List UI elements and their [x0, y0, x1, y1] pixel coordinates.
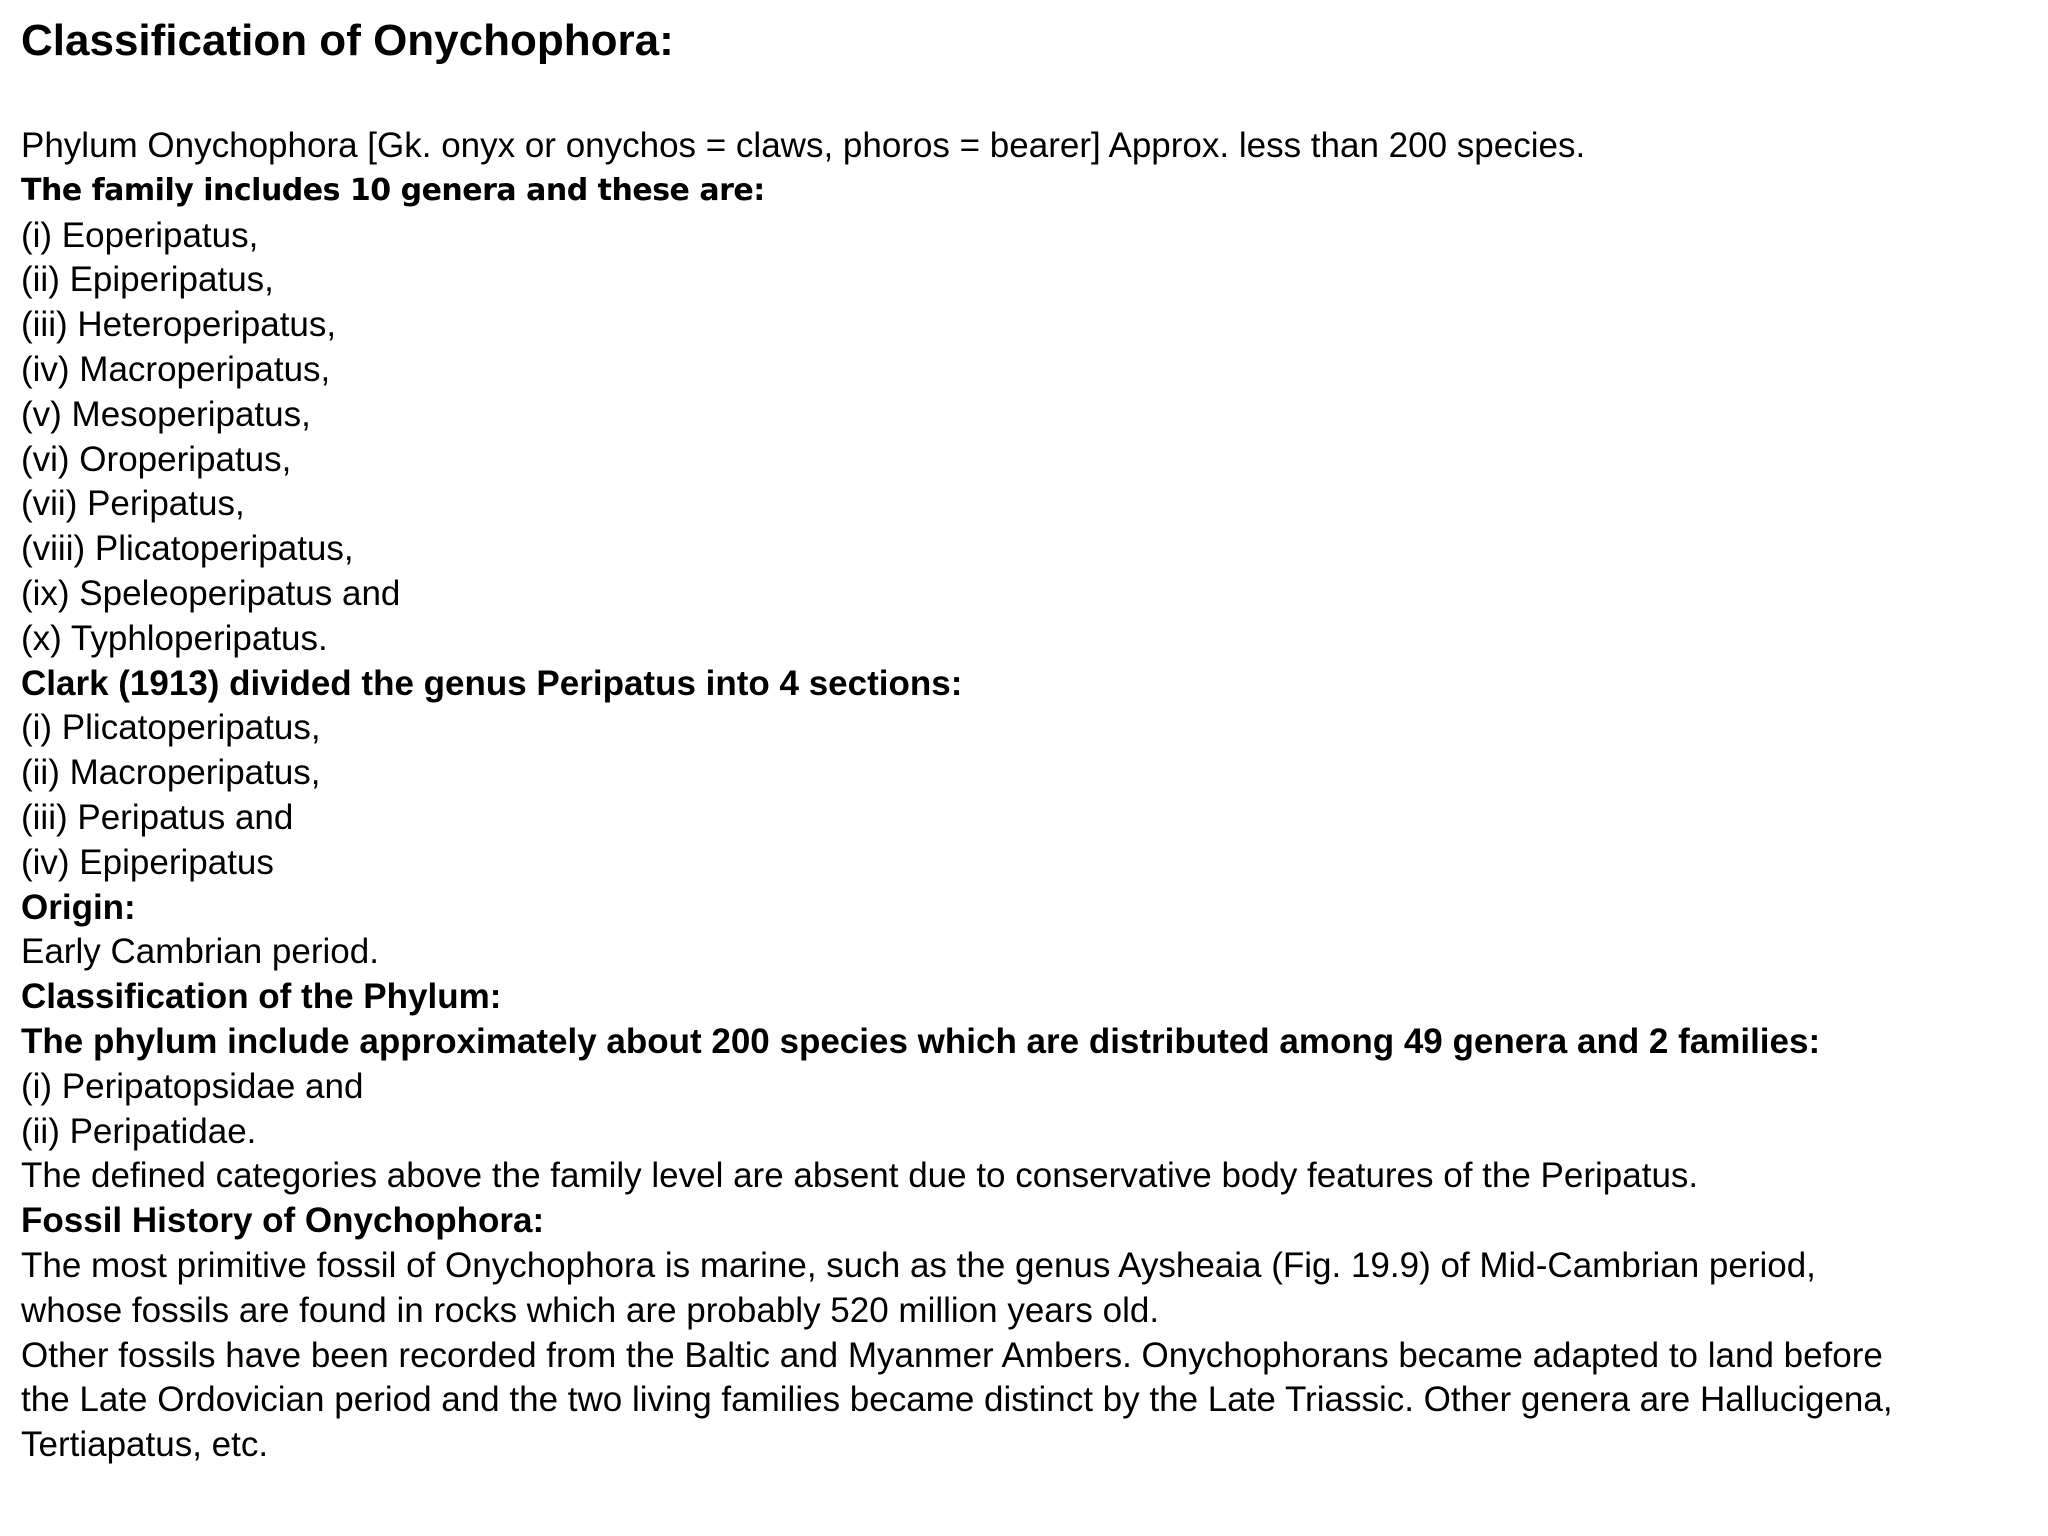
paragraph-line: Tertiapatus, etc. — [21, 1425, 269, 1465]
families-list — [21, 1065, 2031, 1155]
list-item: (ii) Epiperipatus, — [21, 260, 274, 300]
fossil-paragraph — [21, 1334, 2031, 1468]
list-item: (vii) Peripatus, — [21, 484, 245, 524]
list-item: (iii) Peripatus and — [21, 797, 294, 837]
fossil-paragraph — [21, 1244, 2031, 1334]
origin-text: Early Cambrian period. — [21, 932, 379, 972]
list-item: (iv) Macroperipatus, — [21, 349, 331, 389]
intro-text: Phylum Onychophora [Gk. onyx or onychos = claws, phoros = bearer] Approx. less than 200 species. — [21, 126, 1586, 165]
paragraph-line: Other fossils have been recorded from the Baltic and Myanmer Ambers. Onychophorans became adapted to land before — [21, 1335, 1883, 1375]
categories-text: The defined categories above the family level are absent due to conservative body features of the Peripatus. — [21, 1156, 1699, 1196]
page-title: Classification of Onychophora: — [21, 16, 674, 65]
phylum-subheading: The phylum include approximately about 200 species which are distributed among 49 genera and 2 families: — [21, 1021, 1821, 1061]
list-item: (iv) Epiperipatus — [21, 842, 274, 882]
clark-sections-list — [21, 706, 2031, 885]
list-item: (i) Peripatopsidae and — [21, 1066, 364, 1106]
list-item: (i) Plicatoperipatus, — [21, 708, 321, 748]
list-item: (v) Mesoperipatus, — [21, 394, 311, 434]
origin-heading: Origin: — [21, 887, 136, 927]
list-item: (vi) Oroperipatus, — [21, 439, 292, 479]
paragraph-line: the Late Ordovician period and the two living families became distinct by the Late Triassic. Other genera are Hallucigena, — [21, 1380, 1893, 1420]
paragraph-line: The most primitive fossil of Onychophora is marine, such as the genus Aysheaia (Fig. 19.9) of Mid-Cambrian period, — [21, 1245, 1816, 1285]
genera-list — [21, 214, 2031, 662]
list-item: (viii) Plicatoperipatus, — [21, 529, 354, 569]
list-item: (iii) Heteroperipatus, — [21, 305, 337, 345]
paragraph-line: whose fossils are found in rocks which are probably 520 million years old. — [21, 1290, 1160, 1330]
document-page — [21, 12, 2031, 1468]
list-item: (i) Eoperipatus, — [21, 215, 259, 255]
list-item: (ii) Peripatidae. — [21, 1111, 257, 1151]
list-item: (ii) Macroperipatus, — [21, 753, 321, 793]
fossil-heading: Fossil History of Onychophora: — [21, 1201, 545, 1241]
clark-heading: Clark (1913) divided the genus Peripatus into 4 sections: — [21, 663, 963, 703]
list-item: (x) Typhloperipatus. — [21, 618, 328, 658]
genera-heading: The family includes 10 genera and these are: — [21, 172, 765, 208]
list-item: (ix) Speleoperipatus and — [21, 573, 401, 613]
phylum-heading: Classification of the Phylum: — [21, 977, 502, 1017]
